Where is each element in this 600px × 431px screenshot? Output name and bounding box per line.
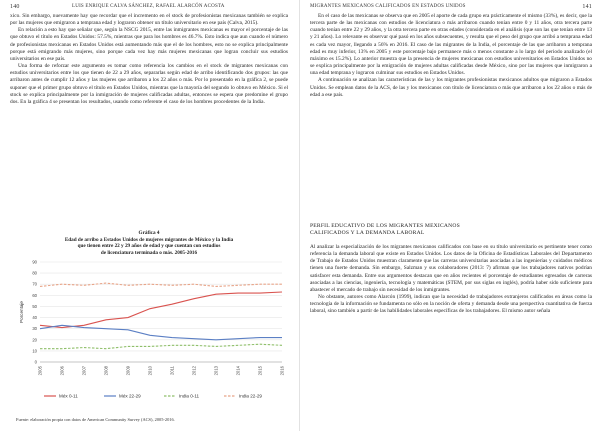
left-running-head: LUIS ENRIQUE CALVA SÁNCHEZ, RAFAEL ALARCÓN ACOSTA	[72, 4, 225, 9]
y-tick-label: 90	[32, 259, 37, 265]
figure-title-line: que tienen entre 22 y 29 años de edad y que cuentan con estudios	[77, 243, 221, 250]
figure-title-line: de licenciatura terminada o más. 2005-2016	[100, 249, 198, 256]
series-line	[40, 344, 282, 348]
right-page-header	[310, 4, 592, 9]
x-tick-label: 2008	[103, 366, 109, 376]
figure-caption	[10, 230, 288, 256]
x-tick-label: 2012	[191, 366, 197, 376]
left-paragraph: Una forma de reforzar este argumento es tomar como referencia los cambios en el stock de migrantes mexicanas con estudios universitarios entre los que tienen de 22 a 29 años, separarlas según edad de arribo identificando dos grupos: las que arribaron antes de cumplir 12 años y las mujeres que arribaron a los 22 años o más. Por lo presentado en la gráfica 2, se puede suponer que el primer grupo obtuvo el título en Estados Unidos, mientras que la mayoría del segundo lo obtuvo en México. Si el stock se explica principalmente por la inmigración de mujeres calificadas adultas, entonces se espera que predomine el grupo dos. En la gráfica 4 se presentan los resultados, usando como referente el caso de los hombres procedentes de la India.	[10, 63, 288, 105]
figure-label: Gráfica 4	[138, 230, 160, 236]
y-tick-label: 40	[32, 315, 37, 321]
x-tick-label: 2013	[213, 366, 219, 376]
right-paragraph: Al analizar la especialización de los migrantes mexicanos calificados con base en su título universitario es pertinente tener como referencia la demanda laboral que existe en Estados Unidos. Los datos de la Oficina de Estadísticas Laborales del Departamento de Trabajo de Estados Unidos muestran claramente que las carreras universitarias asociadas a las ingenierías y cuidados médicos tienen una fuerte demanda. Sin embargo, Salzman y sus colaboradores (2013: 7) afirman que los trabajadores nativos podrían satisfacer esta demanda. Entre sus argumentos destacan que en años recientes el porcentaje de estudiantes egresados de carreras asociadas a las ciencias, ingeniería, tecnología y matemáticas (STEM, por sus siglas en inglés), podría haber sido suficiente para abastecer el mercado de trabajo sin necesidad de los inmigrantes.	[310, 244, 592, 293]
x-tick-label: 2006	[59, 366, 65, 376]
series-line	[40, 292, 282, 328]
x-tick-label: 2011	[169, 366, 175, 376]
x-tick-label: 2005	[37, 366, 43, 376]
legend-label: India 22-29	[239, 393, 262, 399]
right-page	[300, 0, 600, 431]
section-heading	[310, 223, 592, 237]
left-paragraph: En relación a esto hay que señalar que, según la NSCG 2015, entre las inmigrantes mexicanas es mayor el porcentaje de las que obtuvo el título en Estados Unidos: 57.5%, mientras que para los hombres es 46.7%. Esto indica que aun cuando el número de profesionistas mexicanas en Estados Unidos está aumentando más que el de los hombres, esto no se explica principalmente porque está emigrando más mujeres, sino porque cada vez hay más mujeres mexicanas que logran concluir sus estudios universitarios en ese país.	[10, 27, 288, 62]
right-page-number: 141	[582, 4, 592, 10]
y-tick-label: 10	[32, 348, 37, 354]
right-paragraph: A continuación se analizan las características de las y los migrantes profesionistas mexicanos adultos que migraron a Estados Unidos. Se emplean datos de la ACS, de las y los mexicanos con título de licenciatura o más que arribaron a los 22 años o más de edad a ese país.	[310, 77, 592, 98]
figure-source: Fuente: elaboración propia con datos de American Community Survey (ACS), 2005-2016.	[16, 417, 175, 422]
figure-title-line: Edad de arribo a Estados Unidos de mujeres migrantes de México y la India	[64, 236, 234, 243]
legend-label: Méx 22-29	[119, 393, 141, 399]
x-tick-label: 2016	[279, 366, 285, 376]
y-tick-label: 0	[34, 359, 37, 365]
y-tick-label: 20	[32, 337, 37, 343]
y-tick-label: 60	[32, 292, 37, 298]
right-body-text-top	[310, 13, 592, 99]
series-line	[40, 283, 282, 286]
line-chart	[10, 258, 288, 408]
y-tick-label: 30	[32, 326, 37, 332]
left-body-text	[10, 13, 288, 106]
section-heading-line: CALIFICADOS Y LA DEMANDA LABORAL	[310, 230, 425, 236]
y-tick-label: 50	[32, 303, 37, 309]
x-tick-label: 2009	[125, 366, 131, 376]
right-running-head: MIGRANTES MEXICANOS CALIFICADOS EN ESTADOS UNIDOS	[310, 4, 466, 9]
x-tick-label: 2010	[147, 366, 153, 376]
legend-label: India 0-11	[179, 393, 200, 399]
y-axis-label: Porcentaje	[19, 301, 24, 323]
section-heading-line: PERFIL EDUCATIVO DE LOS MIGRANTES MEXICANOS	[310, 223, 460, 229]
series-line	[40, 325, 282, 339]
right-paragraph: No obstante, autores como Alarcón (1999), indican que la necesidad de trabajadores extranjeros calificados en áreas como la tecnología de la información se fundamenta no sólo en la noción de oferta y demanda desde una perspectiva cuantitativa de fuerza laboral, sino también a partir de las habilidades laborales específicas de los trabajadores. El mismo autor señala	[310, 294, 592, 315]
right-paragraph: En el caso de las mexicanas se observa que en 2005 el aporte de cada grupo era prácticamente el mismo (33%), es decir, que la tercera parte de las mexicanas con estudios de licenciatura o más arribaron cuando tenían entre 0 y 11 años, otra tercera parte cuando tenían entre 22 y 29 años, y la otra tercera parte en otras edades (considerada en el análisis (que son las que tenían entre 13 y 21 años). Lo relevante es observar qué pasó en los años subsecuentes, y resulta que el peso del grupo que arribó a temprana edad es cada vez mayor, llegando a 56% en 2016. El caso de las migrantes de la India, el porcentaje de las que arribaron a temprana edad es muy inferior, 13% en 2005 y este porcentaje bajo permanece más o menos constante a lo largo del periodo analizado (el máximo es 15.2%). Lo anterior muestra que la presencia de mujeres mexicanas con estudios universitarios en Estados Unidos no se explica principalmente por la emigración de mujeres adultas calificadas desde México, sino por las mujeres que inmigraron a una edad temprana y lograron culminar sus estudios en Estados Unidos.	[310, 13, 592, 77]
legend-label: Méx 0-11	[59, 393, 78, 399]
x-tick-label: 2007	[81, 366, 87, 376]
left-page-header	[10, 4, 288, 10]
x-tick-label: 2015	[257, 366, 263, 376]
right-body-text-bottom	[310, 244, 592, 316]
y-tick-label: 70	[32, 281, 37, 287]
left-page-number: 140	[10, 4, 20, 10]
y-tick-label: 80	[32, 270, 37, 276]
x-tick-label: 2014	[235, 366, 241, 376]
left-paragraph: xico. Sin embargo, nuevamente hay que recordar que el incremento en el stock de profesionistas mexicanas también se explica por las mujeres que emigraron a temprana edad y lograron obtener un título universitario en ese país (Calva, 2015).	[10, 13, 288, 27]
